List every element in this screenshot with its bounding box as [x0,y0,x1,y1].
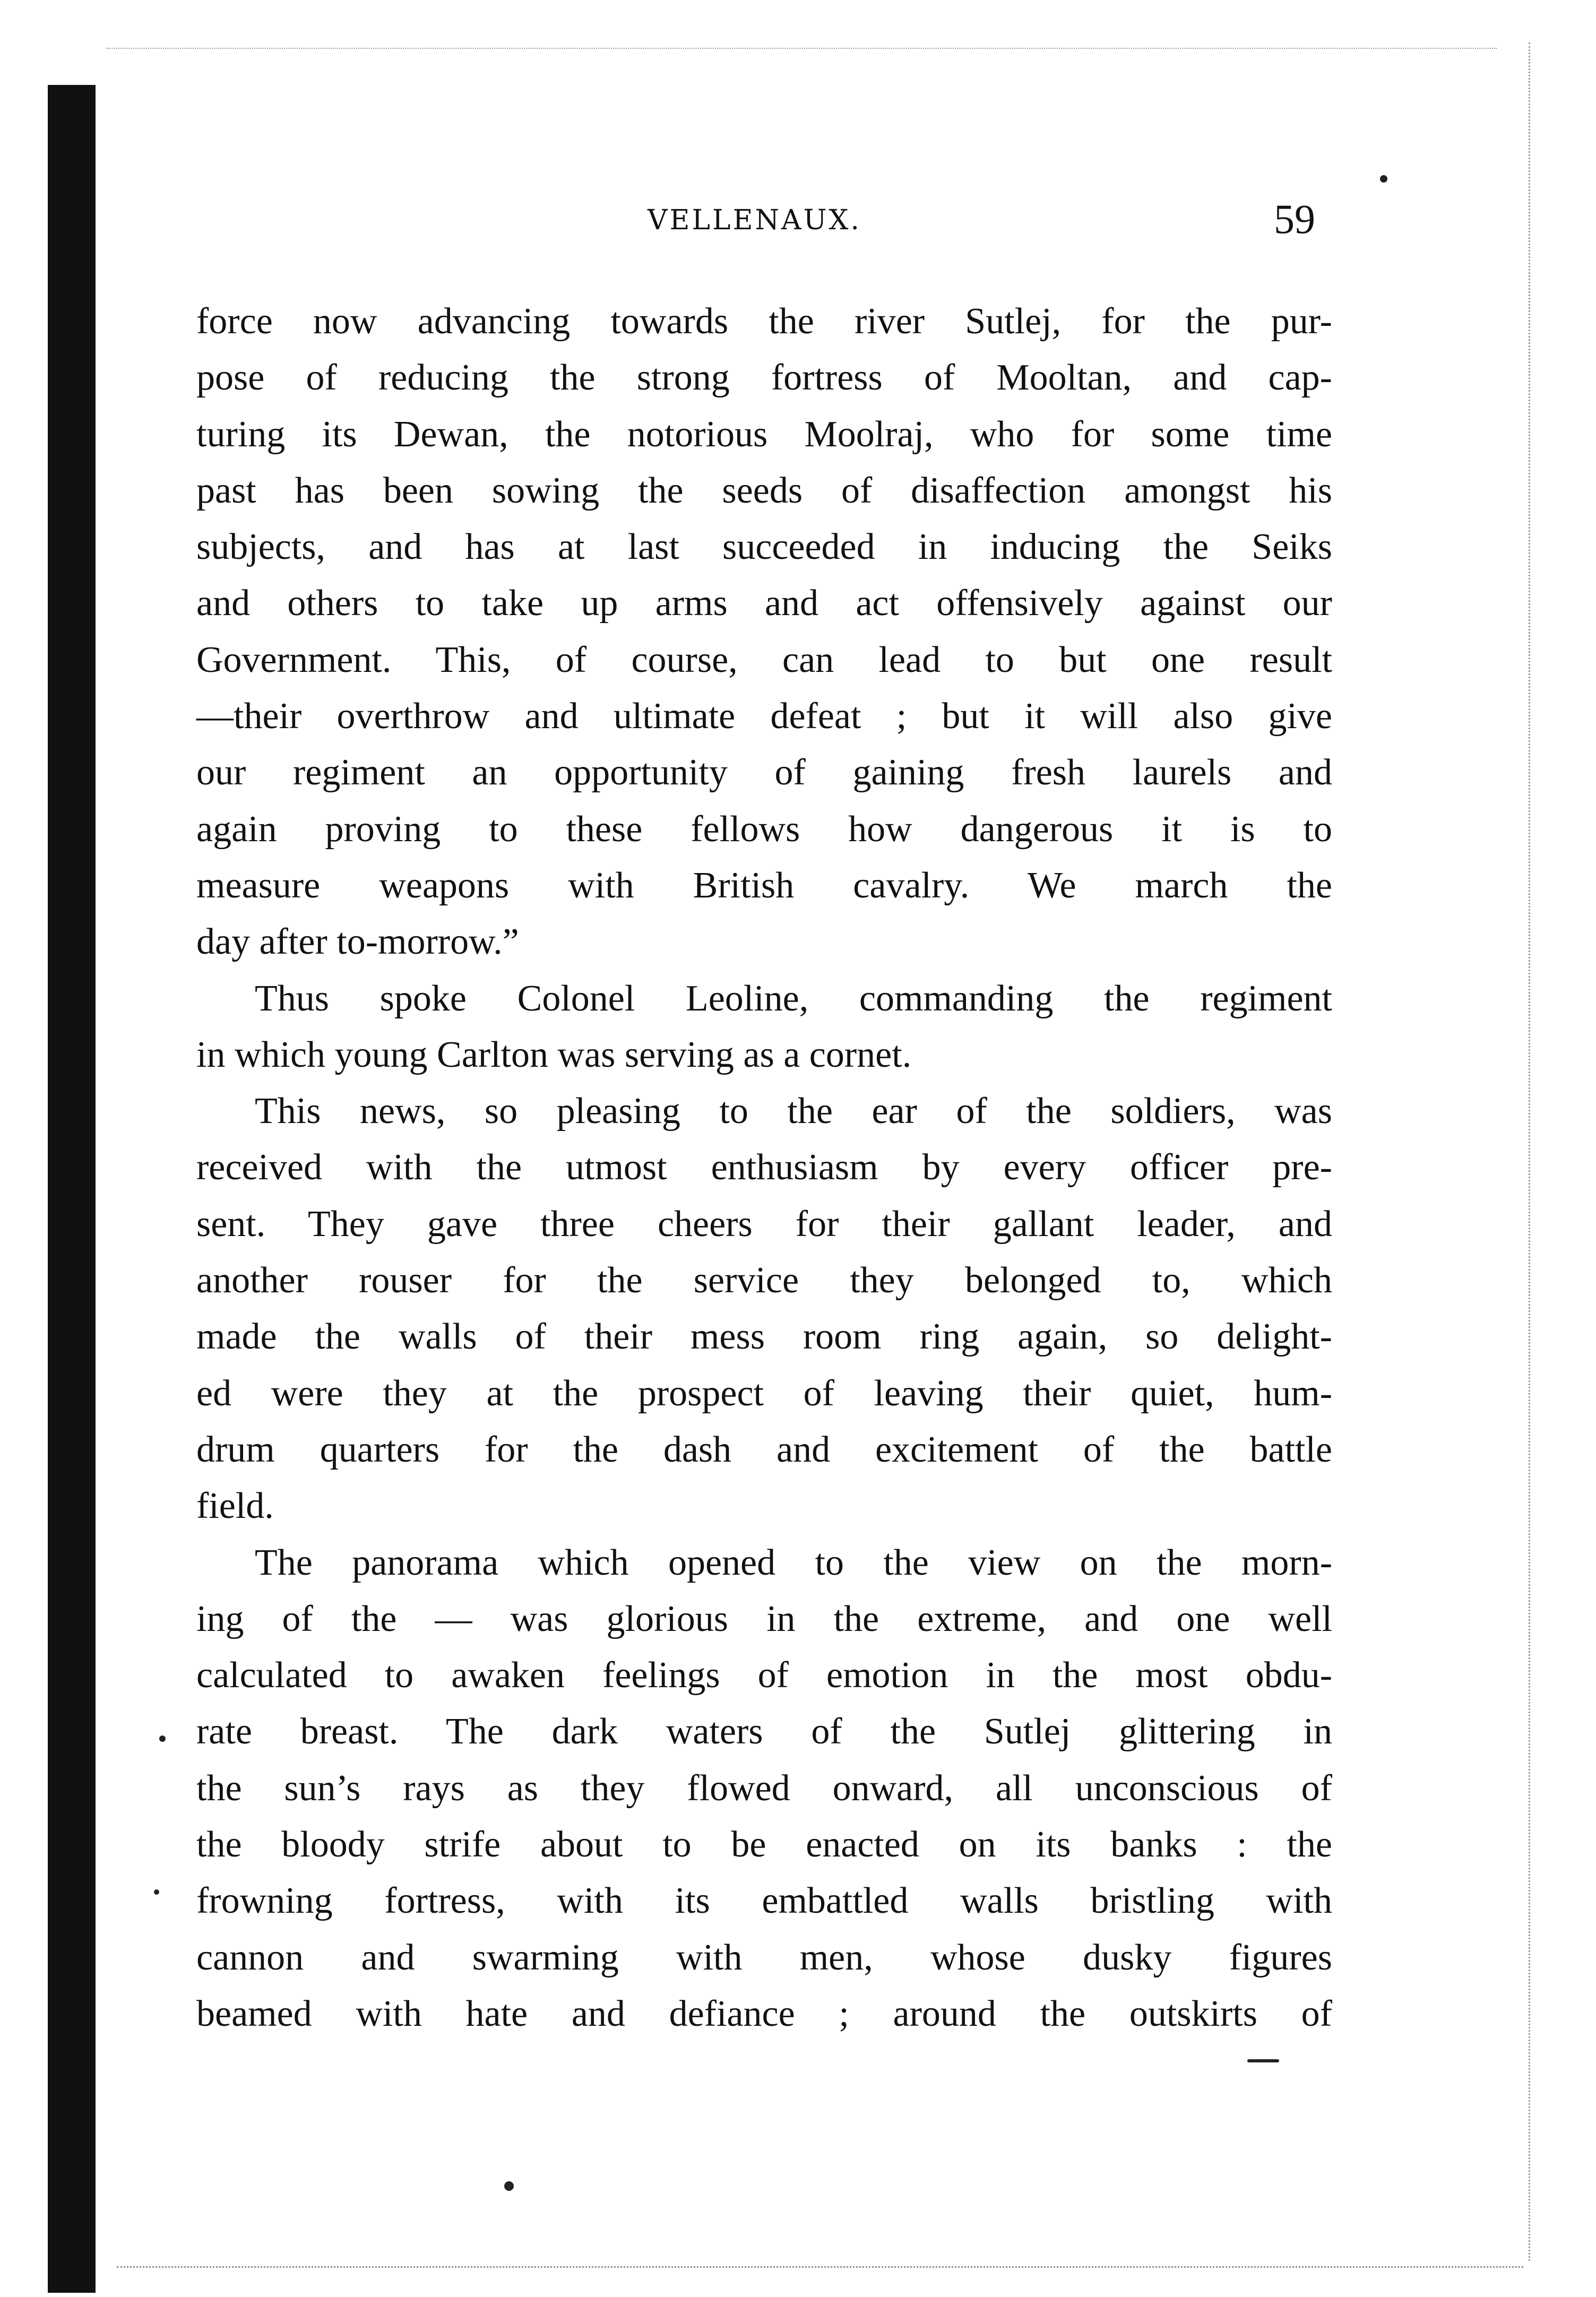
text-line: drum quarters for the dash and excitement of the battle [196,1429,1332,1470]
text-line: subjects, and has at last succeeded in inducing the Seiks [196,526,1332,568]
text-line: the bloody strife about to be enacted on its banks : the [196,1824,1332,1866]
text-line: the sun’s rays as they flowed onward, all unconscious of [196,1767,1332,1809]
ink-speck [159,1735,166,1742]
text-line: frowning fortress, with its embattled walls bristling with [196,1880,1332,1922]
text-line: ed were they at the prospect of leaving their quiet, hum- [196,1372,1332,1414]
text-line: in which young Carlton was serving as a cornet. [196,1034,912,1075]
text-line: beamed with hate and defiance ; around the outskirts of [196,1993,1332,2034]
text-line: field. [196,1486,274,1527]
text-line: sent. They gave three cheers for their gallant leader, and [196,1203,1332,1245]
text-line: measure weapons with British cavalry. We march the [196,865,1332,906]
page-edge-right [1529,42,1530,2261]
page-number: 59 [1274,196,1315,242]
text-line: Thus spoke Colonel Leoline, commanding the regiment [255,978,1332,1019]
text-line: turing its Dewan, the notorious Moolraj, who for some time [196,413,1332,455]
text-line: pose of reducing the strong fortress of Mooltan, and cap- [196,357,1332,399]
ink-speck [1380,175,1387,183]
page-edge-bottom [117,2266,1523,2268]
text-line: and others to take up arms and act offensively against our [196,583,1332,624]
text-line: again proving to these fellows how dangerous it is to [196,808,1332,850]
text-line: ing of the — was glorious in the extreme, and one well [196,1598,1332,1639]
body-text [196,293,1332,2042]
text-line: received with the utmost enthusiasm by every officer pre- [196,1147,1332,1188]
text-line: made the walls of their mess room ring again, so delight- [196,1316,1332,1358]
ink-speck [1247,2059,1279,2062]
text-line: cannon and swarming with men, whose dusky figures [196,1937,1332,1978]
text-line: —their overthrow and ultimate defeat ; but it will also give [196,696,1332,737]
text-line: another rouser for the service they belonged to, which [196,1260,1332,1301]
text-line: Government. This, of course, can lead to but one result [196,639,1332,680]
text-line: rate breast. The dark waters of the Sutlej glittering in [196,1711,1332,1752]
ink-speck [154,1889,159,1895]
binding-shadow [48,85,96,2293]
text-line: The panorama which opened to the view on the morn- [255,1542,1332,1583]
text-line: This news, so pleasing to the ear of the soldiers, was [255,1091,1332,1132]
text-line: force now advancing towards the river Sutlej, for the pur- [196,301,1332,342]
text-line: our regiment an opportunity of gaining fresh laurels and [196,752,1332,793]
text-line: day after to-morrow.” [196,921,519,963]
ink-speck [504,2181,514,2191]
page-edge-top [106,48,1497,49]
running-title: VELLENAUX. [648,204,861,236]
text-line: past has been sowing the seeds of disaffection amongst his [196,470,1332,511]
text-line: calculated to awaken feelings of emotion in the most obdu- [196,1655,1332,1696]
